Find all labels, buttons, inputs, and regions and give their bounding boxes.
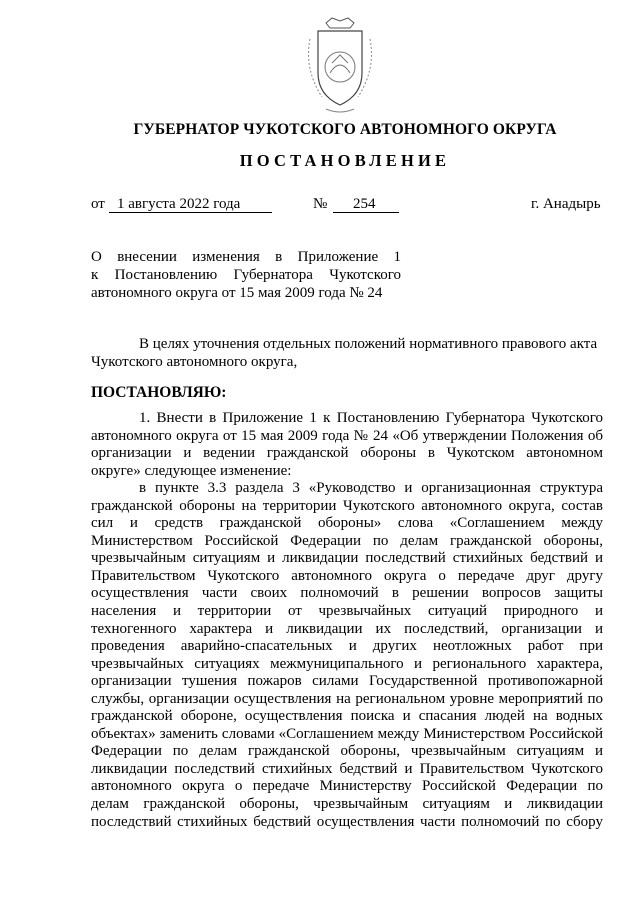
date-value: 1 августа 2022 года [109, 196, 272, 213]
body-line: организации тушения пожаров силами Государственной противопожарной [91, 673, 603, 690]
coat-of-arms-emblem [296, 17, 384, 117]
body-line: службы, организации осуществления на региональном уровне мероприятий по [91, 690, 603, 707]
body-line: чрезвычайных ситуациях межмуниципального и регионального характера, [91, 655, 603, 672]
subject-line: к Постановлению Губернатора Чукотского [91, 267, 401, 284]
number-value: 254 [333, 196, 399, 213]
preamble [91, 335, 603, 371]
subject-block [91, 248, 401, 303]
body-line: сил и средств гражданской обороны» слова «Соглашением между [91, 515, 603, 532]
date-field [109, 196, 272, 213]
body-line: гражданской обороне, осуществления поиска и спасания людей на водных [91, 708, 603, 725]
body-line: последствий стихийных бедствий осуществления части полномочий по сбору [91, 813, 603, 830]
body-line: осуществления части своих полномочий в решении вопросов защиты [91, 585, 603, 602]
decree-heading: ПОСТАНОВЛЯЮ: [91, 384, 227, 401]
body-line: чрезвычайным ситуациям и ликвидации последствий стихийных бедствий и [91, 550, 603, 567]
body-line: автономного округа от 15 мая 2009 года № 24 «Об утверждении Положения об [91, 427, 603, 444]
body-line: техногенного характера и ликвидации их последствий, организации и [91, 620, 603, 637]
city: г. Анадырь [531, 196, 601, 212]
body-line: населения и территории от чрезвычайных ситуаций природного и [91, 603, 603, 620]
body-line: организации и ведении гражданской обороны в Чукотском автономном [91, 445, 603, 462]
preamble-line: В целях уточнения отдельных положений нормативного правового акта [139, 336, 598, 352]
body-line: Правительством Чукотского автономного округа о передаче друг другу [91, 567, 603, 584]
body-text [91, 410, 603, 831]
body-line: делам гражданской обороны, чрезвычайным ситуациям и ликвидации [91, 796, 603, 813]
body-line: автономного округа о передаче Министерству Российской Федерации по [91, 778, 603, 795]
preamble-line: Чукотского автономного округа, [91, 354, 298, 371]
subject-line: автономного округа от 15 мая 2009 года № 24 [91, 285, 383, 302]
body-line: проведения аварийно-спасательных и других неотложных работ при [91, 638, 603, 655]
body-line: Министерством Российской Федерации по делам гражданской обороны, [91, 532, 603, 549]
body-line: ликвидации последствий стихийных бедствий и Правительством Чукотского [91, 760, 603, 777]
body-line: объектах» заменить словами «Соглашением между Министерством Российской [91, 725, 603, 742]
date-prefix: от [91, 196, 105, 212]
subject-line: О внесении изменения в Приложение 1 [91, 249, 401, 265]
number-label: № [313, 196, 328, 212]
body-line: Федерации по делам гражданской обороны, чрезвычайным ситуациям и [91, 743, 603, 760]
document-title: ПОСТАНОВЛЕНИЕ [239, 151, 451, 170]
number-field [333, 196, 399, 213]
organization-name: ГУБЕРНАТОР ЧУКОТСКОГО АВТОНОМНОГО ОКРУГА [133, 121, 557, 138]
body-line: округе» следующее изменение: [91, 462, 292, 479]
body-line: 1. Внести в Приложение 1 к Постановлению Губернатора Чукотского [139, 410, 603, 426]
body-line: в пункте 3.3 раздела 3 «Руководство и организационная структура [139, 480, 603, 497]
body-line: гражданской обороны на территории Чукотского автономного округа, состав [91, 497, 603, 514]
